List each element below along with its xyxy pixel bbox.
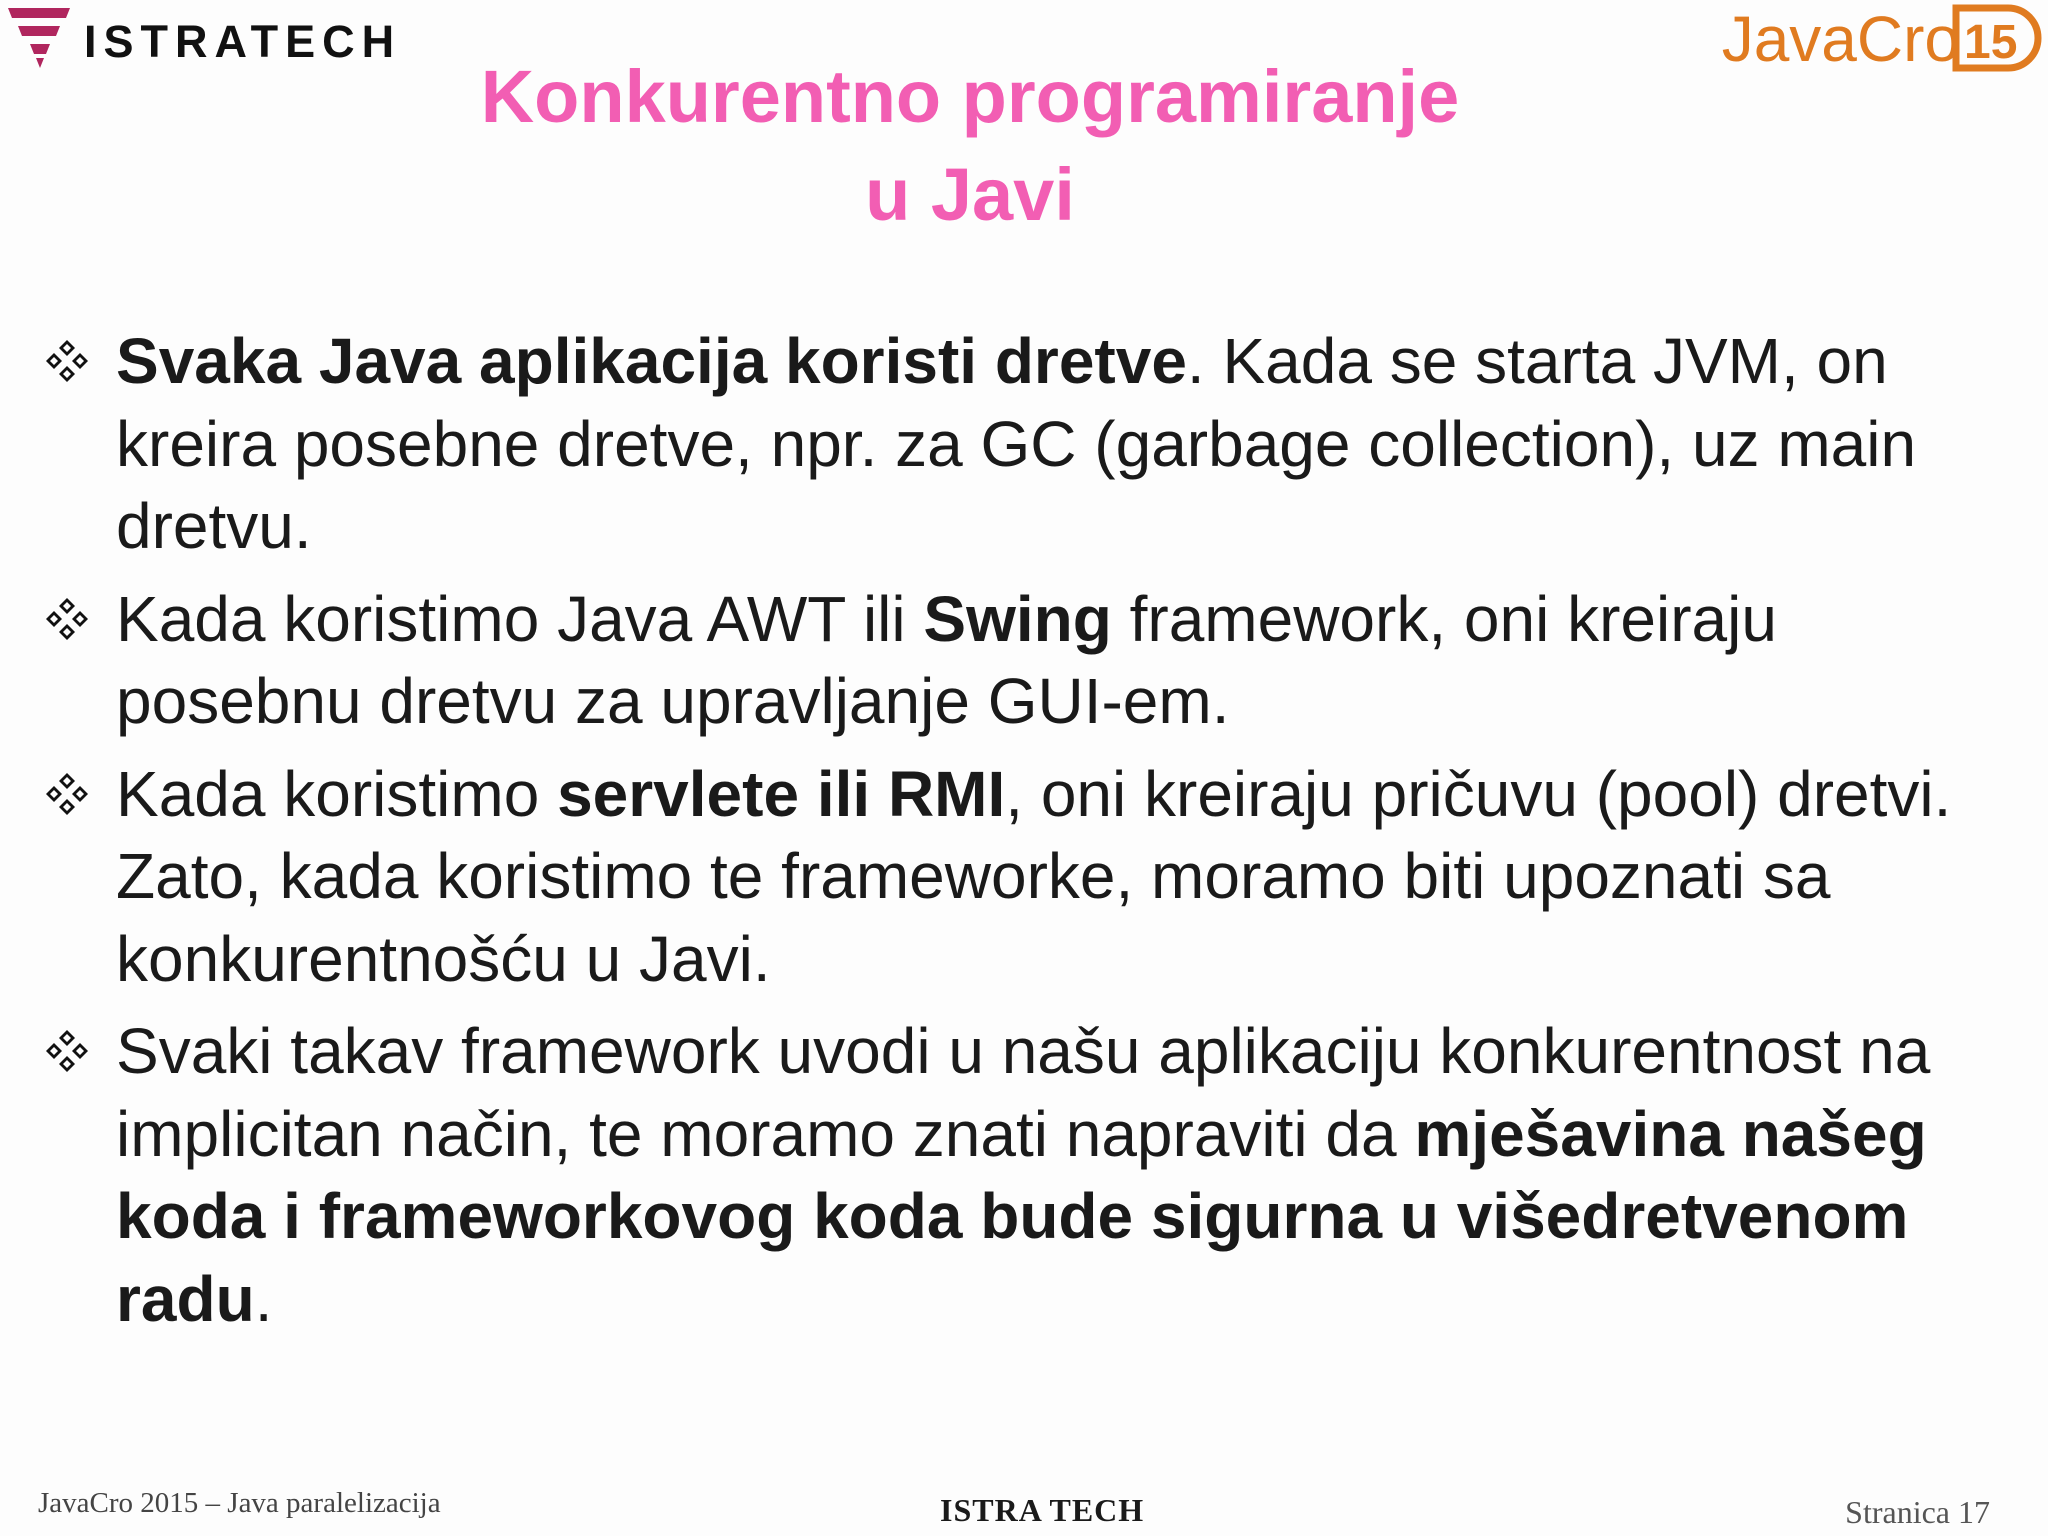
bullet-2-bold: Swing bbox=[923, 582, 1112, 655]
bullet-item-4 bbox=[40, 1010, 2020, 1340]
bullet-4-text-b: . bbox=[254, 1262, 273, 1335]
bullet-4-text-a: Svaki takav framework uvodi u našu aplikaciju konkurentnost na implicitan način, te moramo znati napraviti da bbox=[116, 1015, 1931, 1170]
bullet-3-text-a: Kada koristimo bbox=[116, 757, 558, 830]
footer-page-number: Stranica 17 bbox=[1845, 1494, 1990, 1530]
bullet-1-text: . Kada se starta JVM, on kreira posebne dretve, npr. za GC (garbage collection), uz main dretvu. bbox=[116, 325, 1917, 562]
javacro-badge-number: 15 bbox=[1964, 16, 2018, 69]
bullet-item-2 bbox=[40, 578, 2020, 743]
diamond-bullet-icon bbox=[44, 338, 90, 384]
bullet-2-text-b: framework, oni kreiraju posebnu dretvu za upravljanje GUI-em. bbox=[116, 582, 1777, 737]
bullet-3-bold: servlete ili RMI bbox=[557, 757, 1006, 830]
istratech-logo-text: ISTRATECH bbox=[84, 16, 402, 67]
footer-event-text: JavaCro 2015 – Java paralelizacija bbox=[38, 1487, 441, 1519]
slide-title-line2: u Javi bbox=[865, 153, 1075, 236]
diamond-bullet-icon bbox=[44, 596, 90, 642]
bullet-item-1 bbox=[40, 320, 2020, 568]
bullet-list bbox=[40, 320, 2020, 1350]
bullet-2-text-a: Kada koristimo Java AWT ili bbox=[116, 582, 924, 655]
bullet-3-text-b: , oni kreiraju pričuvu (pool) dretvi. Zato, kada koristimo te frameworke, moramo biti upoznati sa konkurentnošću u Javi. bbox=[116, 757, 1952, 995]
istratech-mark-icon bbox=[6, 4, 78, 70]
diamond-bullet-icon bbox=[44, 771, 90, 817]
javacro-logo bbox=[1721, 0, 2048, 80]
diamond-bullet-icon bbox=[44, 1028, 90, 1074]
istratech-logo bbox=[6, 4, 402, 74]
slide-title bbox=[380, 48, 1560, 244]
bullet-4-bold: mješavina našeg koda i frameworkovog koda bude sigurna u višedretvenom radu bbox=[116, 1097, 1927, 1335]
bullet-1-bold: Svaka Java aplikacija koristi dretve bbox=[116, 325, 1187, 397]
footer-company-text: ISTRA TECH bbox=[940, 1492, 1145, 1528]
javacro-logo-text: JavaCro bbox=[1721, 3, 1960, 75]
bullet-item-3 bbox=[40, 753, 2020, 1001]
javacro-15-badge-icon bbox=[1950, 2, 2046, 74]
slide-title-line1: Konkurentno programiranje bbox=[480, 55, 1460, 138]
